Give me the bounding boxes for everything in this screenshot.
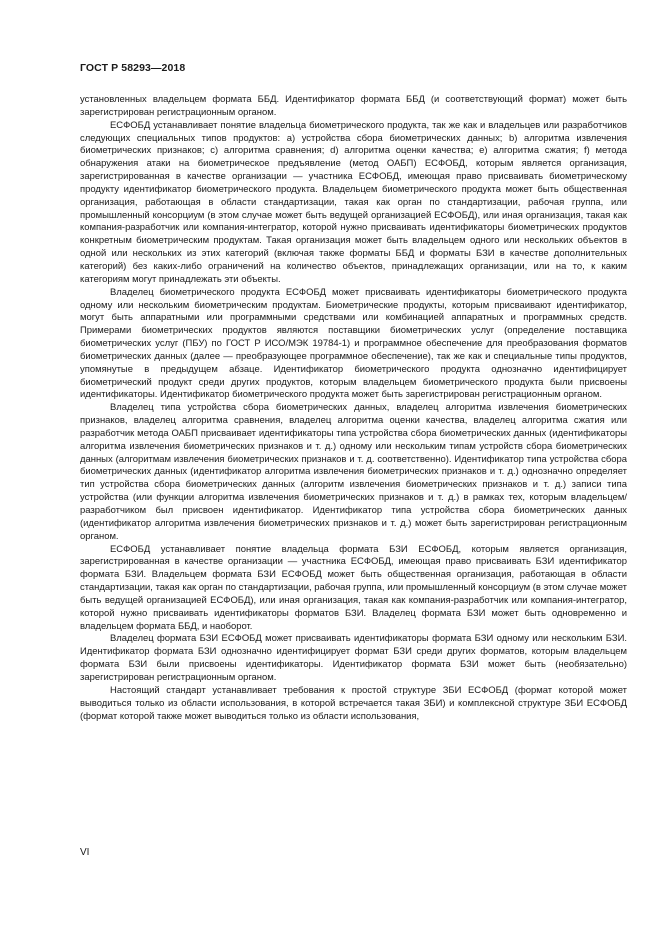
paragraph-continuation: установленных владельцем формата ББД. Идентификатор формата ББД (и соответствующий формат) может быть зарегистрирован регистрационным органом.: [80, 94, 627, 118]
document-body: [80, 94, 627, 723]
page-number: VI: [80, 847, 90, 858]
paragraph: ЕСФОБД устанавливает понятие владельца биометрического продукта, так же как и владельцев или разработчиков следующих специальных типов продуктов: а) устройства сбора биометрических данных; b) алгоритма извлечения биометрических признаков; с) алгоритма сравнения; d) алгоритма оценки качества; е) алгоритма сжатия; f) метода обнаружения атаки на биометрическое предъявление (метод ОАБП) ЕСФОБД, которым является организация, зарегистрированная в качестве организации — участника ЕСФОБД, имеющая право присваивать биометрическому продукту идентификатор биометрического продукта. Владельцем биометрического продукта может быть общественная организация, работающая в области стандартизации, такая как орган по стандартизации, рабочая группа, или промышленный консорциум (в этом случае может быть ведущей организацией ЕСФОБД), или иная организация, такая как компания-разработчик или компания-интегратор, которой нужно присваивать идентификаторы биометрических продуктов конкретным биометрическим продуктам. Такая организация может быть владельцем одного или нескольких объектов в одной или нескольких из этих категорий (включая также форматы ББД и форматы БЗИ в качестве дополнительных категорий) без каких-либо ограничений на количество объектов, принадлежащих организации, или на то, к каким категориям могут принадлежать эти объекты.: [80, 119, 627, 285]
page-header: ГОСТ Р 58293—2018: [80, 62, 186, 74]
paragraph: Владелец биометрического продукта ЕСФОБД может присваивать идентификаторы биометрического продукта одному или нескольким биометрическим продуктам. Биометрические продукты, которым присваивают идентификатор, могут быть аппаратными или программными средствами или комбинацией аппаратных и программных средств. Примерами биометрических продуктов являются поставщики биометрических услуг (определение поставщика биометрических услуг (ПБУ) по ГОСТ Р ИСО/МЭК 19784-1) и программное обеспечение для преобразования форматов биометрических данных (далее — преобразующее программное обеспечение), так же как и специальные типы продуктов, упомянутые в предыдущем абзаце. Идентификатор биометрического продукта однозначно идентифицирует биометрический продукт среди других продуктов, которым владельцем биометрического продукта были присвоены идентификаторы. Идентификатор биометрического продукта может быть зарегистрирован регистрационным органом.: [80, 286, 627, 401]
paragraph: Владелец формата БЗИ ЕСФОБД может присваивать идентификаторы формата БЗИ одному или нескольким БЗИ. Идентификатор формата БЗИ однозначно идентифицирует формат БЗИ среди других форматов, которым владельцем формата БЗИ были присвоены идентификаторы. Идентификатор формата БЗИ может быть (необязательно) зарегистрирован регистрационным органом.: [80, 633, 627, 683]
paragraph: Настоящий стандарт устанавливает требования к простой структуре ЗБИ ЕСФОБД (формат которой может выводиться только из области использования, в которой встречается такая ЗБИ) и комплексной структуре ЗБИ ЕСФОБД (формат которой также может выводиться только из области использования,: [80, 684, 627, 722]
paragraph: Владелец типа устройства сбора биометрических данных, владелец алгоритма извлечения биометрических признаков, владелец алгоритма сравнения, владелец алгоритма оценки качества, владелец алгоритма сжатия или разработчик метода ОАБП присваивает идентификаторы типа устройства сбора биометрических данных (идентификаторы алгоритма извлечения биометрических признаков и т. д.) одному или нескольким типам устройств сбора биометрических данных (алгоритмам извлечения биометрических признаков и т. д. соответственно). Идентификатор типа устройства сбора биометрических данных (идентификатор алгоритма извлечения биометрических признаков и т. д.) однозначно определяет тип устройства сбора биометрических данных (алгоритм извлечения биометрических признаков и т. д.) записи типа устройства (или функции алгоритма извлечения биометрических признаков и т. д.) в рамках тех, которым владельцем/разработчиком был присвоен идентификатор. Идентификатор типа устройства сбора биометрических данных (идентификатор алгоритма извлечения биометрических признаков и т. д.) может быть зарегистрирован регистрационным органом.: [80, 402, 627, 542]
paragraph: ЕСФОБД устанавливает понятие владельца формата БЗИ ЕСФОБД, которым является организация, зарегистрированная в качестве организации — участника ЕСФОБД, имеющая право присваивать БЗИ идентификатор формата БЗИ. Владельцем формата БЗИ ЕСФОБД может быть общественная организация, работающая в области стандартизации, такая как орган по стандартизации, рабочая группа, или промышленный консорциум (в этом случае может быть ведущей организацией ЕСФОБД), или иная организация, такая как компания-разработчик или компания-интегратор, которой нужно присваивать идентификаторы форматов БЗИ. Владелец формата БЗИ может быть одновременно и владельцем формата ББД, и наоборот.: [80, 543, 627, 632]
